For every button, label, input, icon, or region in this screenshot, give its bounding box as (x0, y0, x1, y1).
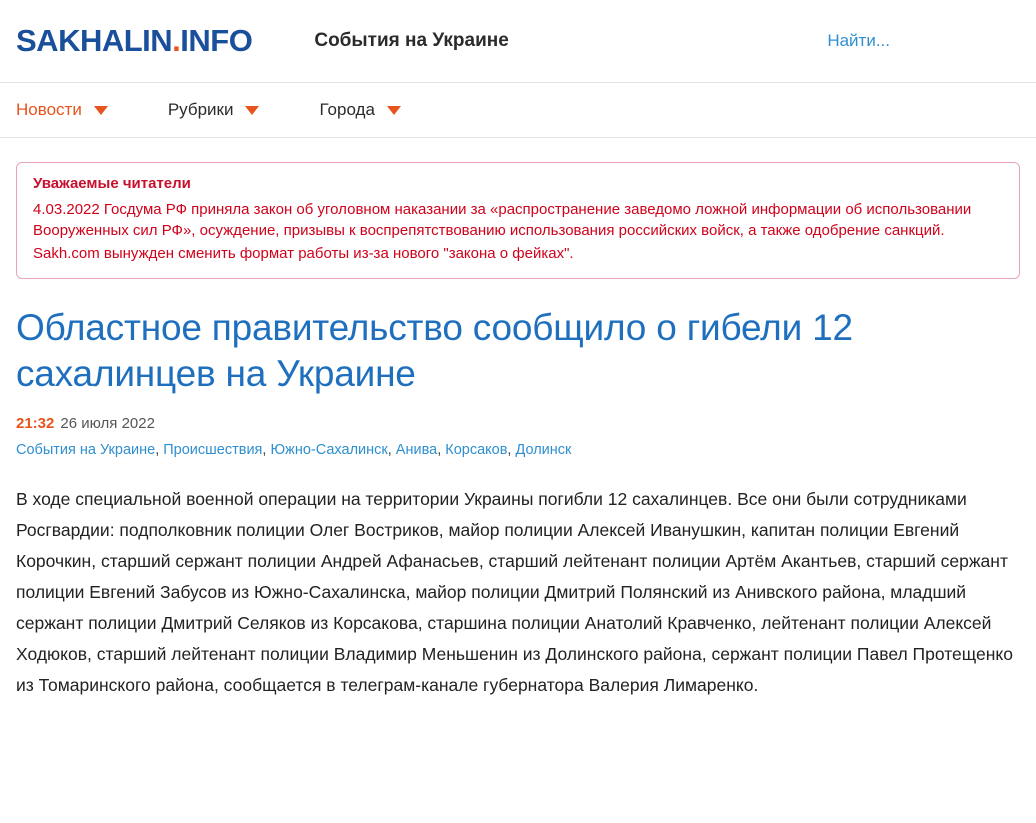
tag-separator: , (155, 442, 164, 458)
article-tags (16, 442, 1020, 458)
tag-link[interactable]: События на Украине (16, 442, 156, 458)
article-paragraph: В ходе специальной военной операции на территории Украины погибли 12 сахалинцев. Все они были сотрудниками Росгвардии: подполковник полиции Олег Востриков, майор полиции Алексей Иванушкин, капитан полиции Евгений Корочкин, старший сержант полиции Андрей Афанасьев, старший лейтенант полиции Артём Акантьев, старший сержант полиции Евгений Забусов из Южно-Сахалинска, майор полиции Дмитрий Полянский из Анивского района, младший сержант полиции Дмитрий Селяков из Корсакова, старшина полиции Анатолий Кравченко, лейтенант полиции Алексей Ходюков, старший лейтенант полиции Владимир Меньшенин из Долинского района, сержант полиции Павел Протещенко из Томаринского района, сообщается в телеграм-канале губернатора Валерия Лимаренко. (16, 489, 1013, 695)
notice-paragraph: 4.03.2022 Госдума РФ приняла закон об уголовном наказании за «распространение заведомо ложной информации об использовании Вооруженных сил РФ», осуждение, призывы к воспрепятствованию использования российских войск, а также одобрение санкций. (33, 201, 972, 239)
tag-separator: , (262, 442, 271, 458)
tag-link[interactable]: Южно-Сахалинск (270, 442, 388, 458)
tag-separator: , (437, 442, 446, 458)
logo-text-primary: SAKHALIN (16, 23, 173, 58)
chevron-down-icon (387, 106, 401, 115)
logo-text-secondary: INFO (180, 23, 253, 58)
article-body (16, 484, 1020, 701)
tag-separator: , (507, 442, 516, 458)
tag-link[interactable]: Долинск (515, 442, 572, 458)
nav-item-label: Новости (16, 100, 82, 119)
header-section-title: События на Украине (314, 30, 509, 51)
nav-item-rubrics[interactable] (168, 100, 260, 120)
tag-link[interactable]: Корсаков (445, 442, 508, 458)
legal-notice-box (16, 162, 1020, 279)
site-header (0, 0, 1036, 82)
article-meta (16, 415, 1020, 432)
nav-item-cities[interactable] (319, 100, 400, 120)
tag-link[interactable]: Происшествия (163, 442, 263, 458)
logo-dot: . (172, 23, 181, 58)
tag-link[interactable]: Анива (395, 442, 438, 458)
page-content (0, 138, 1036, 701)
notice-title: Уважаемые читатели (33, 175, 191, 192)
page-title: Областное правительство сообщило о гибели 12 сахалинцев на Украине (16, 307, 853, 394)
main-navigation (0, 82, 1036, 138)
article-time: 21:32 (16, 415, 55, 432)
notice-body (33, 199, 1003, 264)
tag-separator: , (387, 442, 396, 458)
nav-item-label: Рубрики (167, 100, 234, 119)
article-date: 26 июля 2022 (60, 415, 155, 432)
nav-item-news[interactable] (16, 100, 108, 120)
search-link[interactable]: Найти... (827, 31, 890, 50)
nav-item-label: Города (319, 100, 375, 119)
notice-paragraph: Sakh.com вынужден сменить формат работы из-за нового "закона о фейках". (33, 245, 574, 262)
chevron-down-icon (94, 106, 108, 115)
site-logo[interactable] (16, 23, 252, 59)
chevron-down-icon (245, 106, 259, 115)
